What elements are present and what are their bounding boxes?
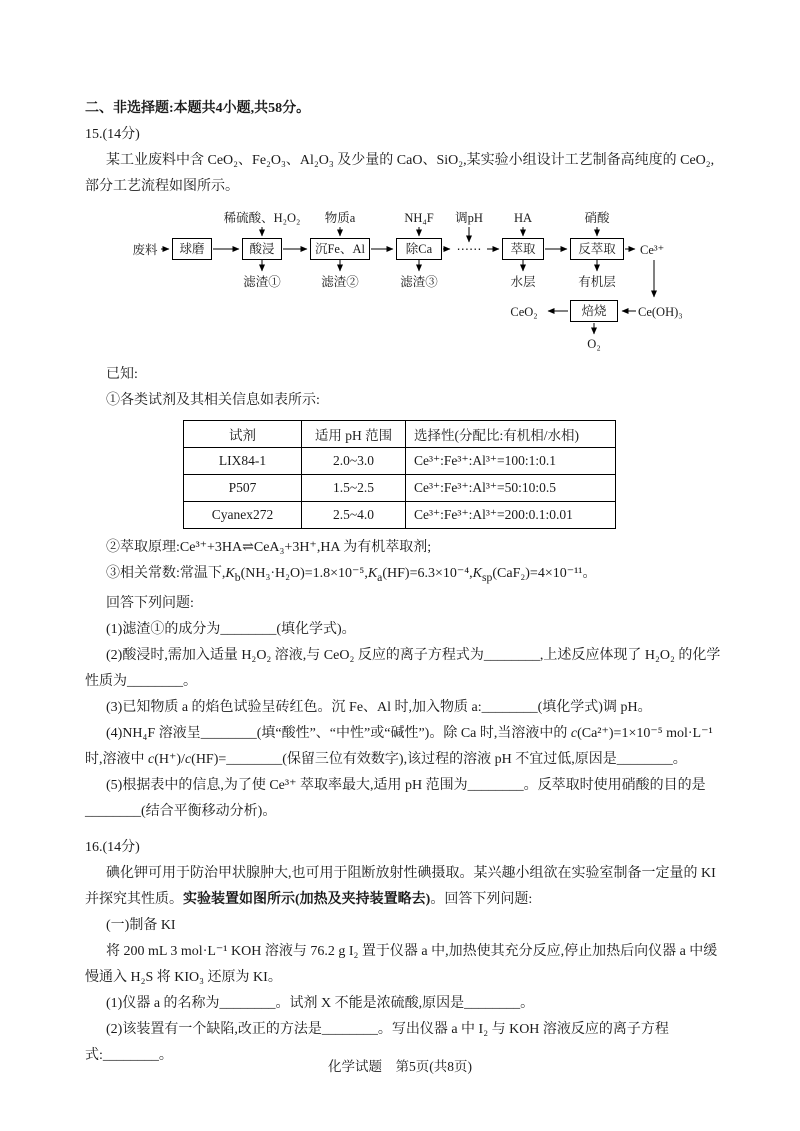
q15-number: 15.(14分)	[85, 127, 140, 142]
q16-sub-question-2: (2)该装置有一个缺陷,改正的方法是________。写出仪器 a 中 I₂ 与 KOH 溶液反应的离子方程式:________。	[85, 1021, 669, 1063]
selectivity: Ce³⁺:Fe³⁺:Al³⁺=200:0.1:0.01	[406, 502, 616, 529]
flow-output-organic-layer: 有机层	[578, 275, 616, 289]
q16-sub-question-1: (1)仪器 a 的名称为________。试剂 X 不能是浓硫酸,原因是________。	[106, 995, 535, 1011]
q15-sub-question-4: (4)NH₄F 溶液呈________(填“酸性”、“中性”或“碱性”)。除 Ca 时,当溶液中的 c(Ca²⁺)=1×10⁻⁵ mol·L⁻¹ 时,溶液中 c(H⁺)/c(HF)=________(保留三位有效数字),该过程的溶液 pH 不宜过低,原因是________。	[85, 725, 713, 767]
question-15	[85, 122, 722, 825]
flow-box-acid-leach: 酸浸	[242, 238, 282, 260]
table-row	[184, 448, 616, 475]
flow-input-nh4f: NH₄F	[404, 211, 434, 225]
flow-box-ball-mill: 球磨	[172, 238, 212, 260]
q16-number: 16.(14分)	[85, 839, 140, 855]
section-header: 二、非选择题:本题共4小题,共58分。	[85, 101, 311, 116]
flow-ce-ion: Ce³⁺	[640, 243, 665, 257]
flow-input-ha: HA	[513, 211, 533, 225]
reagent-name: P507	[184, 475, 302, 502]
question-16	[85, 835, 722, 1069]
flow-output-water-layer: 水层	[510, 275, 536, 289]
q15-sub-question-1: (1)滤渣①的成分为________(填化学式)。	[106, 621, 356, 637]
q15-answer-intro: 回答下列问题:	[106, 595, 194, 611]
table-header-ph-range: 适用 pH 范围	[302, 421, 406, 448]
flow-box-precipitate-fe-al: 沉Fe、Al	[310, 238, 370, 260]
q16-part-1-heading: (一)制备 KI	[106, 917, 176, 933]
flow-ceoh3: Ce(OH)₃	[638, 305, 683, 319]
selectivity: Ce³⁺:Fe³⁺:Al³⁺=50:10:0.5	[406, 475, 616, 502]
flow-output-residue-3: 滤渣③	[400, 275, 438, 289]
q15-known-2: ②萃取原理:Ce³⁺+3HA⇌CeA₃+3H⁺,HA 为有机萃取剂;	[106, 540, 432, 555]
flow-input-substance-a: 物质a	[324, 211, 356, 225]
flow-feed: 废料	[132, 243, 158, 257]
flow-box-roast: 焙烧	[570, 300, 618, 322]
q15-sub-question-5: (5)根据表中的信息,为了使 Ce³⁺ 萃取率最大,适用 pH 范围为________。反萃取时使用硝酸的目的是________(结合平衡移动分析)。	[85, 777, 706, 819]
flow-input-adjust-ph: 调pH	[455, 211, 483, 225]
flow-o2: O₂	[587, 337, 601, 351]
table-header-reagent: 试剂	[184, 421, 302, 448]
q16-body: 将 200 mL 3 mol·L⁻¹ KOH 溶液与 76.2 g I₂ 置于仪器 a 中,加热使其充分反应,停止加热后向仪器 a 中缓慢通入 H₂S 将 KIO₃ 还原为 KI。	[85, 943, 718, 985]
flow-box-remove-ca: 除Ca	[396, 238, 442, 260]
table-header-selectivity: 选择性(分配比:有机相/水相)	[406, 421, 616, 448]
ph-range: 1.5~2.5	[302, 475, 406, 502]
table-row	[184, 502, 616, 529]
reagent-info-table	[183, 420, 616, 529]
q15-flow-diagram	[130, 208, 710, 358]
flow-box-back-extract: 反萃取	[570, 238, 624, 260]
flow-box-extract: 萃取	[502, 238, 544, 260]
flow-ellipsis: ⋯⋯	[456, 242, 482, 256]
q15-known-3: ③相关常数:常温下$,K_b(NH_3\cdot H_2O)=1.8\times 10^{-5},K_a(HF)=6.3\times 10^{-4},K_{sp}(CaF_2)=4\times 10^{-11}$。	[106, 566, 597, 584]
reagent-name: LIX84-1	[184, 448, 302, 475]
q15-known-1: ①各类试剂及其相关信息如表所示:	[106, 393, 320, 408]
ph-range: 2.0~3.0	[302, 448, 406, 475]
q15-sub-question-2: (2)酸浸时,需加入适量 H₂O₂ 溶液,与 CeO₂ 反应的离子方程式为________,上述反应体现了 H₂O₂ 的化学性质为________。	[85, 647, 721, 689]
flow-output-residue-2: 滤渣②	[321, 275, 359, 289]
q16-intro: 碘化钾可用于防治甲状腺肿大,也可用于阻断放射性碘摄取。某兴趣小组欲在实验室制备一定量的 KI 并探究其性质。实验装置如图所示(加热及夹持装置略去)。回答下列问题:	[85, 865, 716, 907]
page-footer: 化学试题 第5页(共8页)	[328, 1059, 472, 1074]
table-row	[184, 475, 616, 502]
q15-known-label: 已知:	[106, 367, 138, 382]
q15-sub-question-3: (3)已知物质 a 的焰色试验呈砖红色。沉 Fe、Al 时,加入物质 a:________(填化学式)调 pH。	[106, 699, 652, 715]
selectivity: Ce³⁺:Fe³⁺:Al³⁺=100:1:0.1	[406, 448, 616, 475]
flow-ceo2: CeO₂	[510, 305, 538, 319]
ph-range: 2.5~4.0	[302, 502, 406, 529]
reagent-name: Cyanex272	[184, 502, 302, 529]
table-header-row	[184, 421, 616, 448]
q15-intro: 某工业废料中含 CeO₂、Fe₂O₃、Al₂O₃ 及少量的 CaO、SiO₂,某实验小组设计工艺制备高纯度的 CeO₂,部分工艺流程如图所示。	[85, 153, 715, 194]
flow-input-dilute-acid: 稀硫酸、H₂O₂	[223, 211, 301, 225]
flow-output-residue-1: 滤渣①	[243, 275, 281, 289]
flow-input-nitric-acid: 硝酸	[584, 211, 610, 225]
